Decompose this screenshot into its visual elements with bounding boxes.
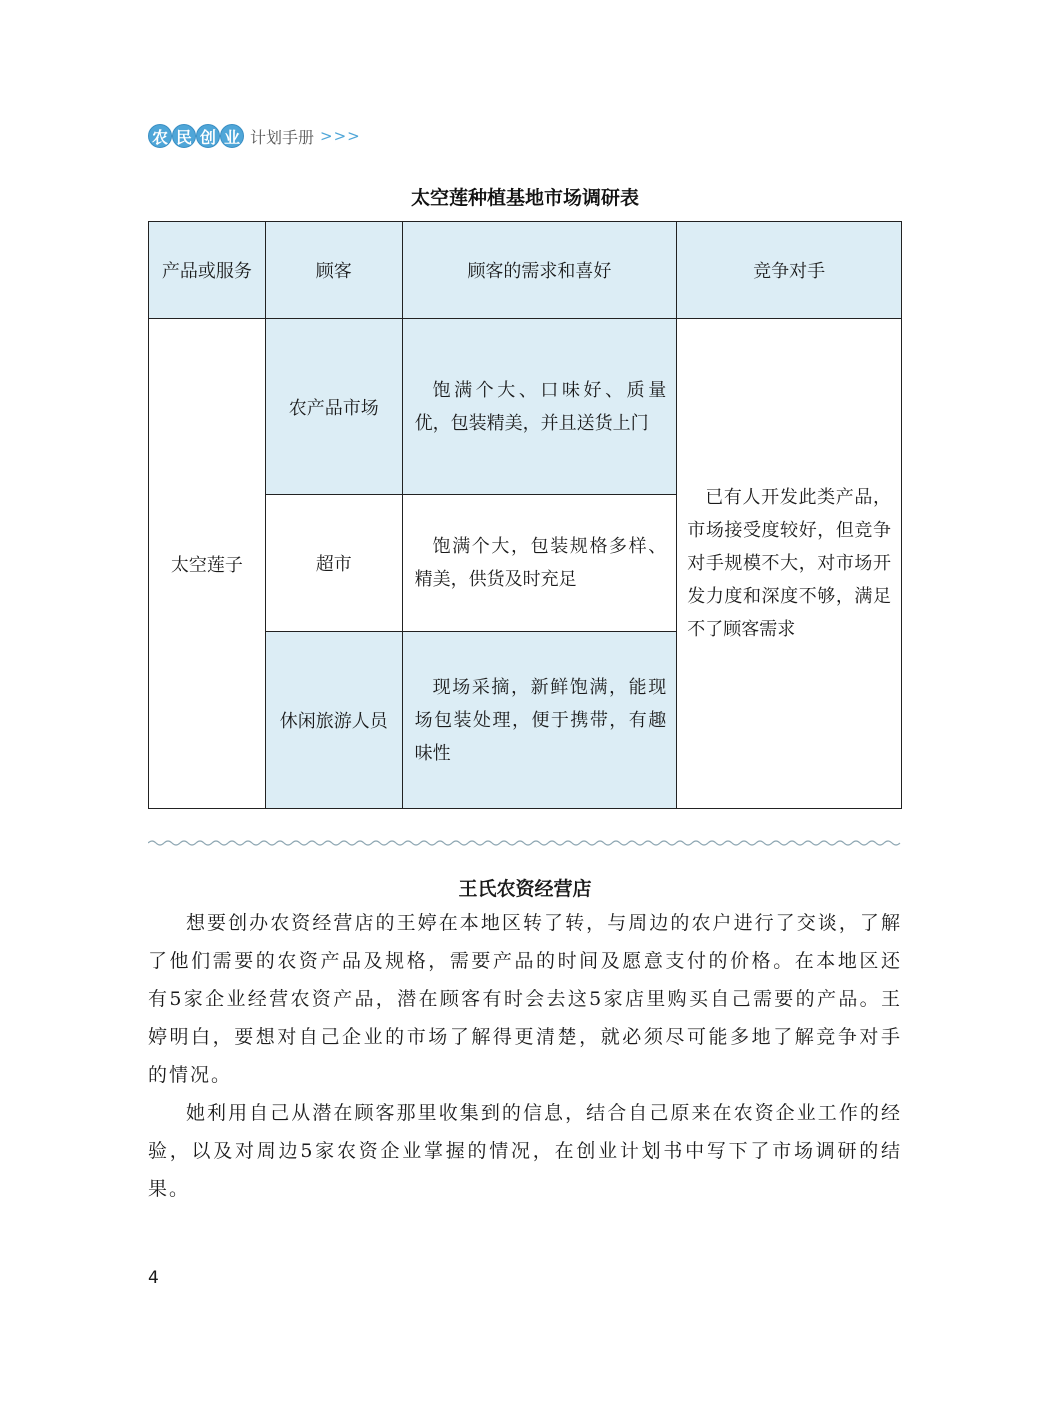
competitor-cell bbox=[677, 319, 902, 809]
column-header: 顾客的需求和喜好 bbox=[402, 222, 677, 319]
customer-cell: 超市 bbox=[265, 495, 402, 632]
story-paragraph: 想要创办农资经营店的王婷在本地区转了转，与周边的农户进行了交谈，了解了他们需要的农资产品及规格，需要产品的时间及愿意支付的价格。在本地区还有5家企业经营农资产品，潜在顾客有时会去这5家店里购买自己需要的产品。王婷明白，要想对自己企业的市场了解得更清楚，就必须尽可能多地了解竞争对手的情况。 bbox=[148, 912, 902, 1086]
needs-text: 现场采摘，新鲜饱满，能现场包装处理，便于携带，有趣味性 bbox=[414, 676, 667, 764]
customer-cell: 农产品市场 bbox=[265, 319, 402, 495]
wavy-divider bbox=[148, 836, 902, 850]
header-subtitle: 计划手册 bbox=[250, 127, 315, 147]
needs-cell bbox=[402, 632, 677, 809]
market-survey-table bbox=[148, 221, 902, 809]
story-title: 王氏农资经营店 bbox=[458, 878, 592, 900]
header-badge: 业 bbox=[220, 124, 244, 148]
column-header: 产品或服务 bbox=[149, 222, 266, 319]
column-header: 竞争对手 bbox=[677, 222, 902, 319]
needs-cell bbox=[402, 319, 677, 495]
story-paragraph: 她利用自己从潜在顾客那里收集到的信息，结合自己原来在农资企业工作的经验，以及对周边5家农资企业掌握的情况，在创业计划书中写下了市场调研的结果。 bbox=[148, 1102, 902, 1200]
book-header bbox=[148, 122, 361, 150]
header-badges bbox=[148, 124, 244, 148]
page-number: 4 bbox=[148, 1268, 159, 1288]
product-cell: 太空莲子 bbox=[149, 319, 266, 809]
customer-cell: 休闲旅游人员 bbox=[265, 632, 402, 809]
needs-text: 饱满个大、口味好、质量优，包装精美，并且送货上门 bbox=[414, 379, 667, 434]
table-row bbox=[149, 319, 902, 495]
column-header: 顾客 bbox=[265, 222, 402, 319]
needs-text: 饱满个大，包装规格多样、精美，供货及时充足 bbox=[414, 536, 667, 590]
needs-cell bbox=[402, 495, 677, 632]
competitor-text: 已有人开发此类产品，市场接受度较好，但竞争对手规模不大，对市场开发力度和深度不够，满足不了顾客需求 bbox=[687, 487, 891, 640]
header-badge: 创 bbox=[196, 124, 220, 148]
story-body bbox=[148, 904, 902, 1208]
table-title: 太空莲种植基地市场调研表 bbox=[410, 187, 639, 209]
table-header-row bbox=[149, 222, 902, 319]
header-badge: 民 bbox=[172, 124, 196, 148]
header-badge: 农 bbox=[148, 124, 172, 148]
header-arrows: >>> bbox=[320, 127, 361, 145]
